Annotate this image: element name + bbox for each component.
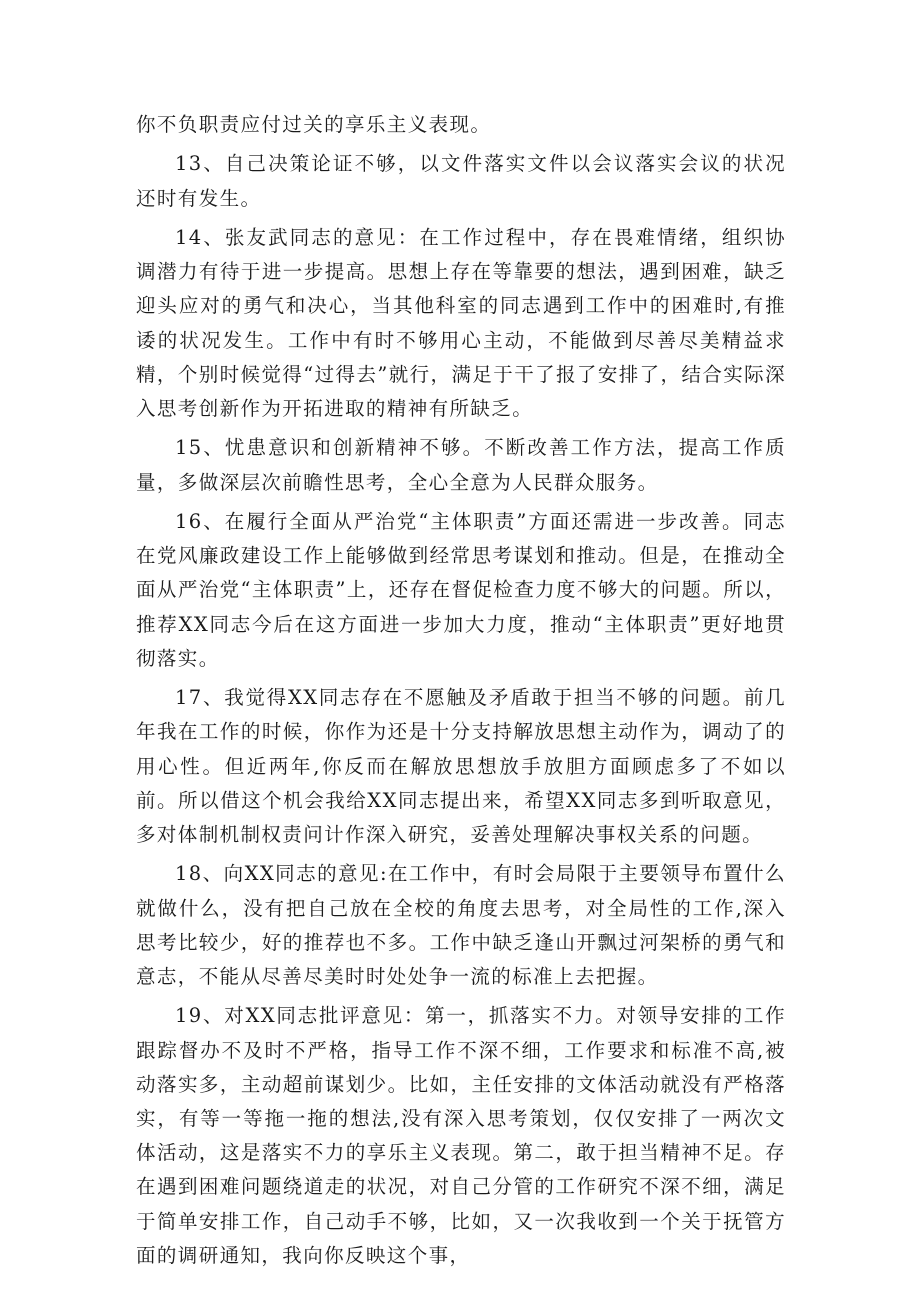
paragraph-continuation: 你不负职责应付过关的享乐主义表现。 bbox=[136, 113, 492, 136]
paragraph-item-14: 14、张友武同志的意见：在工作过程中，存在畏难情绪，组织协调潜力有待于进一步提高。思想上存在等靠要的想法，遇到困难，缺乏迎头应对的勇气和决心，当其他科室的同志遇到工作中的困难时,有推诿的状况发生。工作中有时不够用心主动，不能做到尽善尽美精益求精，个别时候觉得“过得去”就行，满足于干了报了安排了，结合实际深入思考创新作为开拓进取的精神有所缺乏。 bbox=[136, 225, 786, 420]
document-body bbox=[136, 108, 786, 1278]
paragraph-item-15: 15、忧患意识和创新精神不够。不断改善工作方法，提高工作质量，多做深层次前瞻性思考，全心全意为人民群众服务。 bbox=[136, 436, 786, 494]
paragraph-item-18: 18、向XX同志的意见:在工作中，有时会局限于主要领导布置什么就做什么，没有把自己放在全校的角度去思考，对全局性的工作,深入思考比较少，好的推荐也不多。工作中缺乏逢山开飘过河架桥的勇气和意志，不能从尽善尽美时时处处争一流的标准上去把握。 bbox=[136, 862, 786, 988]
paragraph-item-16: 16、在履行全面从严治党“主体职责”方面还需进一步改善。同志在党风廉政建设工作上能够做到经常思考谋划和推动。但是，在推动全面从严治党“主体职责”上，还存在督促检查力度不够大的问题。所以，推荐XX同志今后在这方面进一步加大力度，推动“主体职责”更好地贯彻落实。 bbox=[136, 509, 786, 670]
paragraph-item-19: 19、对XX同志批评意见：第一，抓落实不力。对领导安排的工作跟踪督办不及时不严格，指导工作不深不细，工作要求和标准不高,被动落实多，主动超前谋划少。比如，主任安排的文体活动就没有严格落实，有等一等拖一拖的想法,没有深入思考策划，仅仅安排了一两次文体活动，这是落实不力的享乐主义表现。第二，敢于担当精神不足。存在遇到困难问题绕道走的状况，对自己分管的工作研究不深不细，满足于简单安排工作，自己动手不够，比如，又一次我收到一个关于抚管方面的调研通知，我向你反映这个事， bbox=[136, 1004, 786, 1267]
paragraph-item-17: 17、我觉得XX同志存在不愿触及矛盾敢于担当不够的问题。前几年我在工作的时候，你作为还是十分支持解放思想主动作为，调动了的用心性。但近两年,你反而在解放思想放手放胆方面顾虑多了不如以前。所以借这个机会我给XX同志提出来，希望XX同志多到听取意见，多对体制机制权责问计作深入研究，妥善处理解决事权关系的问题。 bbox=[136, 686, 786, 846]
paragraph-item-13: 13、自己决策论证不够，以文件落实文件以会议落实会议的状况还时有发生。 bbox=[136, 152, 786, 210]
